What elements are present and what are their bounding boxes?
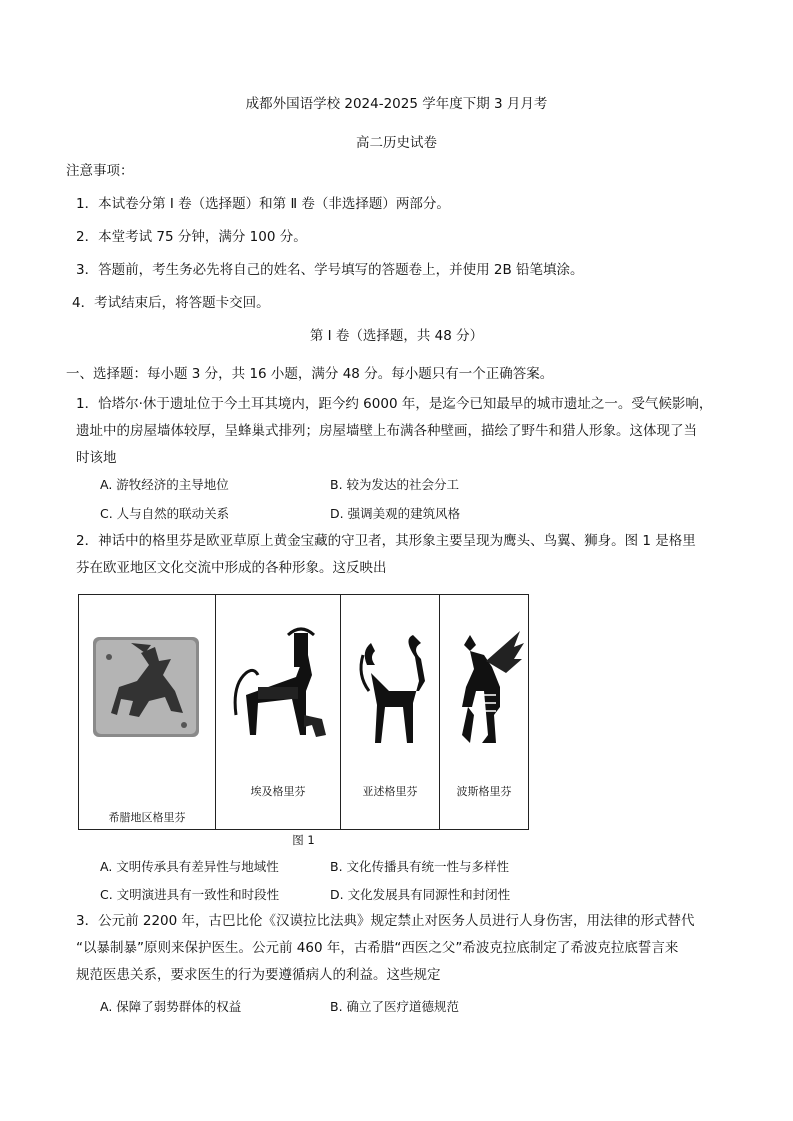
question-text: 遗址中的房屋墙体较厚，呈蜂巢式排列；房屋墙壁上布满各种壁画，描绘了野牛和猎人形象。这体现了当 (76, 423, 697, 439)
figure-1 (78, 594, 529, 830)
option-c: C. 人与自然的联动关系 (100, 506, 230, 521)
notice-item: 4．考试结束后，将答题卡交回。 (72, 295, 270, 311)
section-instruction: 一、选择题：每小题 3 分，共 16 小题，满分 48 分。每小题只有一个正确答案。 (66, 366, 554, 382)
egyptian-griffin-panel (216, 595, 341, 829)
exam-subtitle: 高二历史试卷 (356, 135, 437, 151)
figure-caption: 波斯格里芬 (456, 785, 512, 798)
option-d: D. 文化发展具有同源性和封闭性 (330, 887, 511, 902)
question-text: “以暴制暴”原则来保护医生。公元前 460 年，古希腊“西医之父”希波克拉底制定了希波克拉底誓言来 (76, 940, 679, 956)
option-c: C. 文明演进具有一致性和时段性 (100, 887, 280, 902)
question-text: 时该地 (76, 450, 117, 466)
option-b: B. 较为发达的社会分工 (330, 477, 460, 492)
persian-griffin-panel (440, 595, 528, 829)
question-text: 2．神话中的格里芬是欧亚草原上黄金宝藏的守卫者，其形象主要呈现为鹰头、鸟翼、狮身。图 1 是格里 (76, 533, 696, 549)
greek-griffin-image (79, 595, 215, 829)
question-text: 芬在欧亚地区文化交流中形成的各种形象。这反映出 (76, 560, 387, 576)
option-a: A. 保障了弱势群体的权益 (100, 999, 242, 1014)
assyrian-griffin-panel (341, 595, 440, 829)
question-text: 3．公元前 2200 年，古巴比伦《汉谟拉比法典》规定禁止对医务人员进行人身伤害，用法律的形式替代 (76, 913, 695, 929)
question-text: 1．恰塔尔·休于遗址位于今土耳其境内，距今约 6000 年，是迄今已知最早的城市遗址之一。受气候影响， (76, 396, 713, 412)
figure-caption: 埃及格里芬 (250, 785, 306, 798)
option-a: A. 文明传承具有差异性与地域性 (100, 859, 279, 874)
exam-title: 成都外国语学校 2024-2025 学年度下期 3 月月考 (245, 96, 548, 112)
section-title: 第 Ⅰ 卷（选择题，共 48 分） (309, 328, 484, 344)
option-a: A. 游牧经济的主导地位 (100, 477, 229, 492)
option-b: B. 确立了医疗道德规范 (330, 999, 460, 1014)
option-d: D. 强调美观的建筑风格 (330, 506, 461, 521)
notice-item: 2．本堂考试 75 分钟，满分 100 分。 (76, 229, 307, 245)
figure-caption: 希腊地区格里芬 (108, 811, 186, 824)
figure-caption: 亚述格里芬 (362, 785, 418, 798)
greek-griffin-panel (79, 595, 216, 829)
notice-heading: 注意事项： (66, 163, 134, 179)
figure-label: 图 1 (292, 833, 315, 847)
question-text: 规范医患关系，要求医生的行为要遵循病人的利益。这些规定 (76, 967, 441, 983)
notice-item: 1．本试卷分第 Ⅰ 卷（选择题）和第 Ⅱ 卷（非选择题）两部分。 (76, 196, 450, 212)
notice-item: 3．答题前，考生务必先将自己的姓名、学号填写的答题卷上，并使用 2B 铅笔填涂。 (76, 262, 584, 278)
option-b: B. 文化传播具有统一性与多样性 (330, 859, 510, 874)
